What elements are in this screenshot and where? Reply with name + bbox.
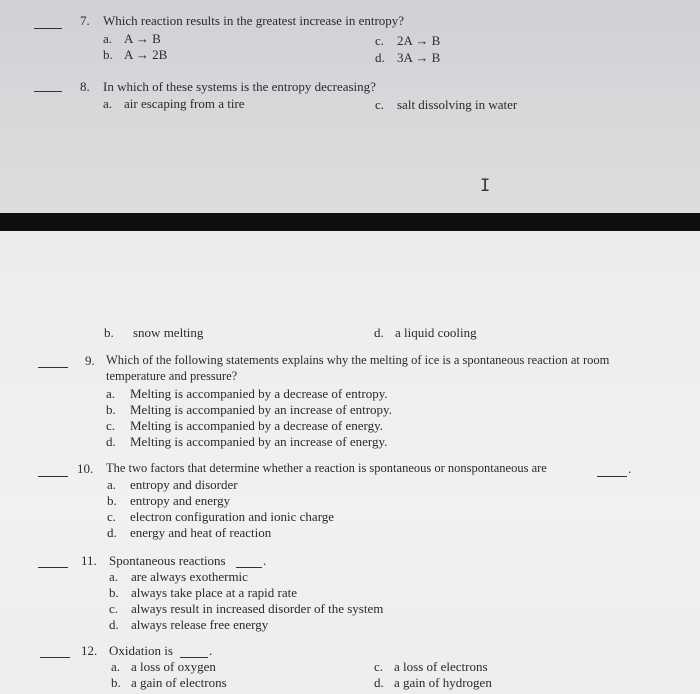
question-number-q9: 9. <box>85 353 95 368</box>
option-text-q11-b: always take place at a rapid rate <box>131 585 298 600</box>
option-letter-q11-d: d. <box>109 617 119 632</box>
option-text-q8-d: a liquid cooling <box>395 325 477 340</box>
option-letter-q11-c: c. <box>109 601 119 616</box>
option-letter-q12-d: d. <box>374 675 384 690</box>
option-letter-q12-a: a. <box>111 659 121 674</box>
question-text-q11: Spontaneous reactions <box>109 553 226 568</box>
question-end-q11: . <box>263 553 267 568</box>
option-letter-q8-c: c. <box>375 97 385 112</box>
option-letter-q12-c: c. <box>374 659 384 674</box>
option-letter-q9-c: c. <box>106 418 116 433</box>
option-letter-q9-d: d. <box>106 434 116 449</box>
option-text-q10-c: electron configuration and ionic charge <box>130 509 335 524</box>
option-text-q7-b: A → 2B <box>124 47 168 62</box>
option-letter-q12-b: b. <box>111 675 121 690</box>
answer-blank-q8[interactable] <box>34 91 62 92</box>
option-letter-q7-d: d. <box>375 50 385 65</box>
question-text-q8: In which of these systems is the entropy decreasing? <box>103 79 376 94</box>
option-text-q11-c: always result in increased disorder of the system <box>131 601 384 616</box>
option-letter-q8-d: d. <box>374 325 384 340</box>
option-letter-q9-a: a. <box>106 386 116 401</box>
option-text-q11-a: are always exothermic <box>131 569 248 584</box>
option-text-q7-a: A → B <box>124 31 161 46</box>
answer-blank-q7[interactable] <box>34 28 62 29</box>
option-letter-q10-b: b. <box>107 493 117 508</box>
question-number-q12: 12. <box>81 643 98 658</box>
question-number-q7: 7. <box>80 13 90 28</box>
option-text-q12-b: a gain of electrons <box>131 675 227 690</box>
option-text-q12-d: a gain of hydrogen <box>394 675 492 690</box>
question-number-q10: 10. <box>77 461 94 476</box>
question-end-q12: . <box>209 643 213 658</box>
option-letter-q10-a: a. <box>107 477 117 492</box>
option-text-q8-b: snow melting <box>133 325 204 340</box>
option-letter-q10-c: c. <box>107 509 117 524</box>
option-letter-q8-b: b. <box>104 325 114 340</box>
answer-blank-q9[interactable] <box>38 367 68 368</box>
option-text-q9-c: Melting is accompanied by a decrease of energy. <box>130 418 384 433</box>
option-letter-q8-a: a. <box>103 96 113 111</box>
question-end-q10: . <box>628 461 632 476</box>
question-text-q10: The two factors that determine whether a reaction is spontaneous or nonspontaneous are <box>106 461 547 475</box>
answer-blank-q10[interactable] <box>38 476 68 477</box>
option-text-q10-d: energy and heat of reaction <box>130 525 272 540</box>
option-text-q9-b: Melting is accompanied by an increase of entropy. <box>130 402 392 417</box>
question-text-q7: Which reaction results in the greatest increase in entropy? <box>103 13 405 28</box>
option-text-q9-a: Melting is accompanied by a decrease of entropy. <box>130 386 388 401</box>
option-letter-q7-c: c. <box>375 33 385 48</box>
page-divider <box>0 213 700 231</box>
option-text-q12-a: a loss of oxygen <box>131 659 216 674</box>
text-cursor-icon: I <box>480 176 491 196</box>
inline-blank-q10[interactable] <box>597 476 627 477</box>
inline-blank-q12[interactable] <box>180 657 208 658</box>
question-number-q8: 8. <box>80 79 90 94</box>
question-number-q11: 11. <box>81 553 97 568</box>
option-text-q10-a: entropy and disorder <box>130 477 238 492</box>
answer-blank-q12[interactable] <box>40 657 70 658</box>
option-text-q8-c: salt dissolving in water <box>397 97 518 112</box>
option-text-q11-d: always release free energy <box>131 617 269 632</box>
answer-blank-q11[interactable] <box>38 567 68 568</box>
option-letter-q7-b: b. <box>103 47 113 62</box>
question-text-q9-line2: temperature and pressure? <box>106 369 238 383</box>
question-text-q9-line1: Which of the following statements explains why the melting of ice is a spontaneous reaction at room <box>106 353 610 367</box>
option-text-q7-c: 2A → B <box>397 33 441 48</box>
option-text-q9-d: Melting is accompanied by an increase of energy. <box>130 434 388 449</box>
inline-blank-q11[interactable] <box>236 567 262 568</box>
option-letter-q9-b: b. <box>106 402 116 417</box>
option-text-q8-a: air escaping from a tire <box>124 96 245 111</box>
option-letter-q11-a: a. <box>109 569 119 584</box>
option-letter-q10-d: d. <box>107 525 117 540</box>
question-text-q12: Oxidation is <box>109 643 173 658</box>
option-letter-q11-b: b. <box>109 585 119 600</box>
option-text-q7-d: 3A → B <box>397 50 441 65</box>
option-text-q10-b: entropy and energy <box>130 493 231 508</box>
option-letter-q7-a: a. <box>103 31 113 46</box>
option-text-q12-c: a loss of electrons <box>394 659 488 674</box>
